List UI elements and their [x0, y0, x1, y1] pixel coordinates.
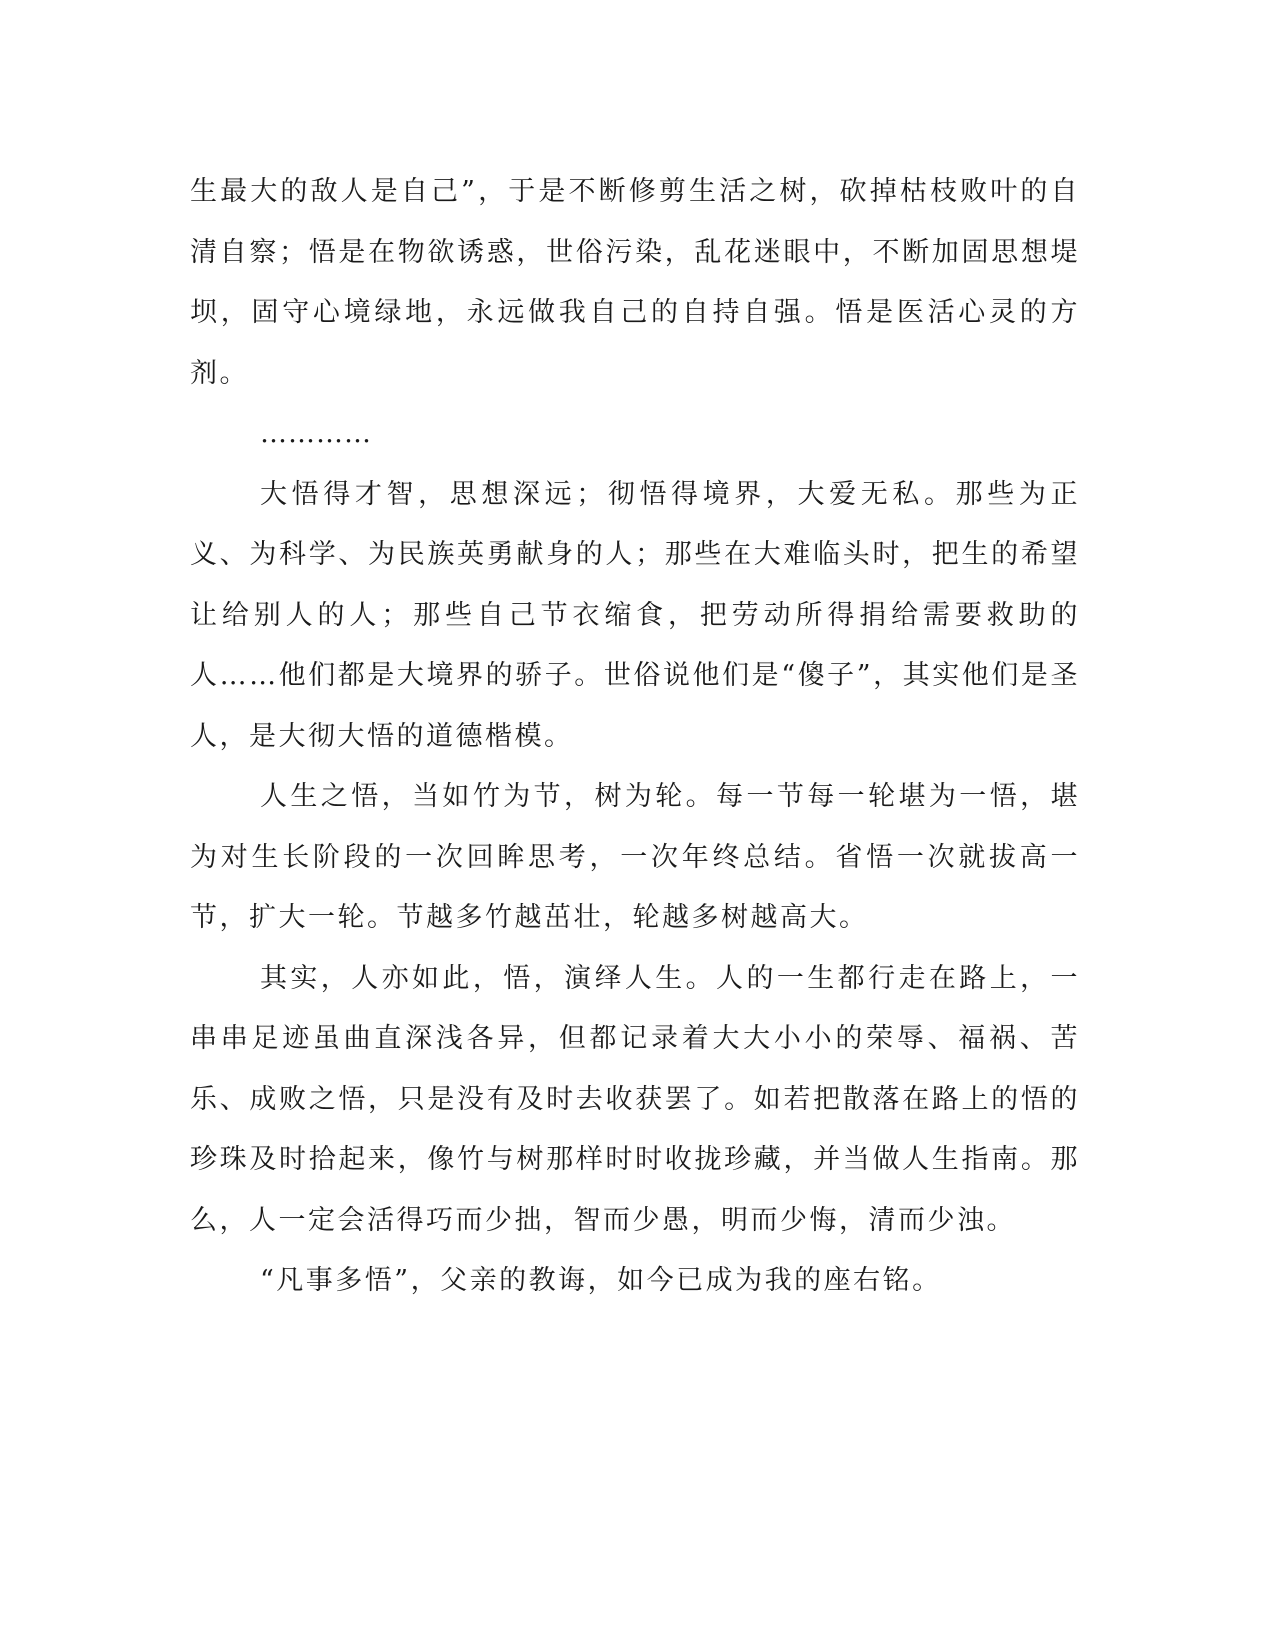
- document-body: [190, 162, 1080, 1312]
- ellipsis-separator: …………: [260, 418, 372, 449]
- paragraph-4: 其实，人亦如此，悟，演绎人生。人的一生都行走在路上，一串串足迹虽曲直深浅各异，但都记录着大大小小的荣辱、福祸、苦乐、成败之悟，只是没有及时去收获罢了。如若把散落在路上的悟的珍珠及时拾起来，像竹与树那样时时收拢珍藏，并当做人生指南。那么，人一定会活得巧而少拙，智而少愚，明而少悔，清而少浊。: [190, 962, 1080, 1236]
- paragraph-3: 人生之悟，当如竹为节，树为轮。每一节每一轮堪为一悟，堪为对生长阶段的一次回眸思考，一次年终总结。省悟一次就拔高一节，扩大一轮。节越多竹越茁壮，轮越多树越高大。: [190, 781, 1080, 933]
- paragraph-2: 大悟得才智，思想深远；彻悟得境界，大爱无私。那些为正义、为科学、为民族英勇献身的人；那些在大难临头时，把生的希望让给别人的人；那些自己节衣缩食，把劳动所得捐给需要救助的人……他们都是大境界的骄子。世俗说他们是“傻子”，其实他们是圣人，是大彻大悟的道德楷模。: [190, 478, 1080, 752]
- paragraph-1: 生最大的敌人是自己”，于是不断修剪生活之树，砍掉枯枝败叶的自清自察；悟是在物欲诱惑，世俗污染，乱花迷眼中，不断加固思想堤坝，固守心境绿地，永远做我自己的自持自强。悟是医活心灵的方剂。: [190, 176, 1080, 389]
- paragraph-5: “凡事多悟”，父亲的教诲，如今已成为我的座右铭。: [260, 1265, 942, 1296]
